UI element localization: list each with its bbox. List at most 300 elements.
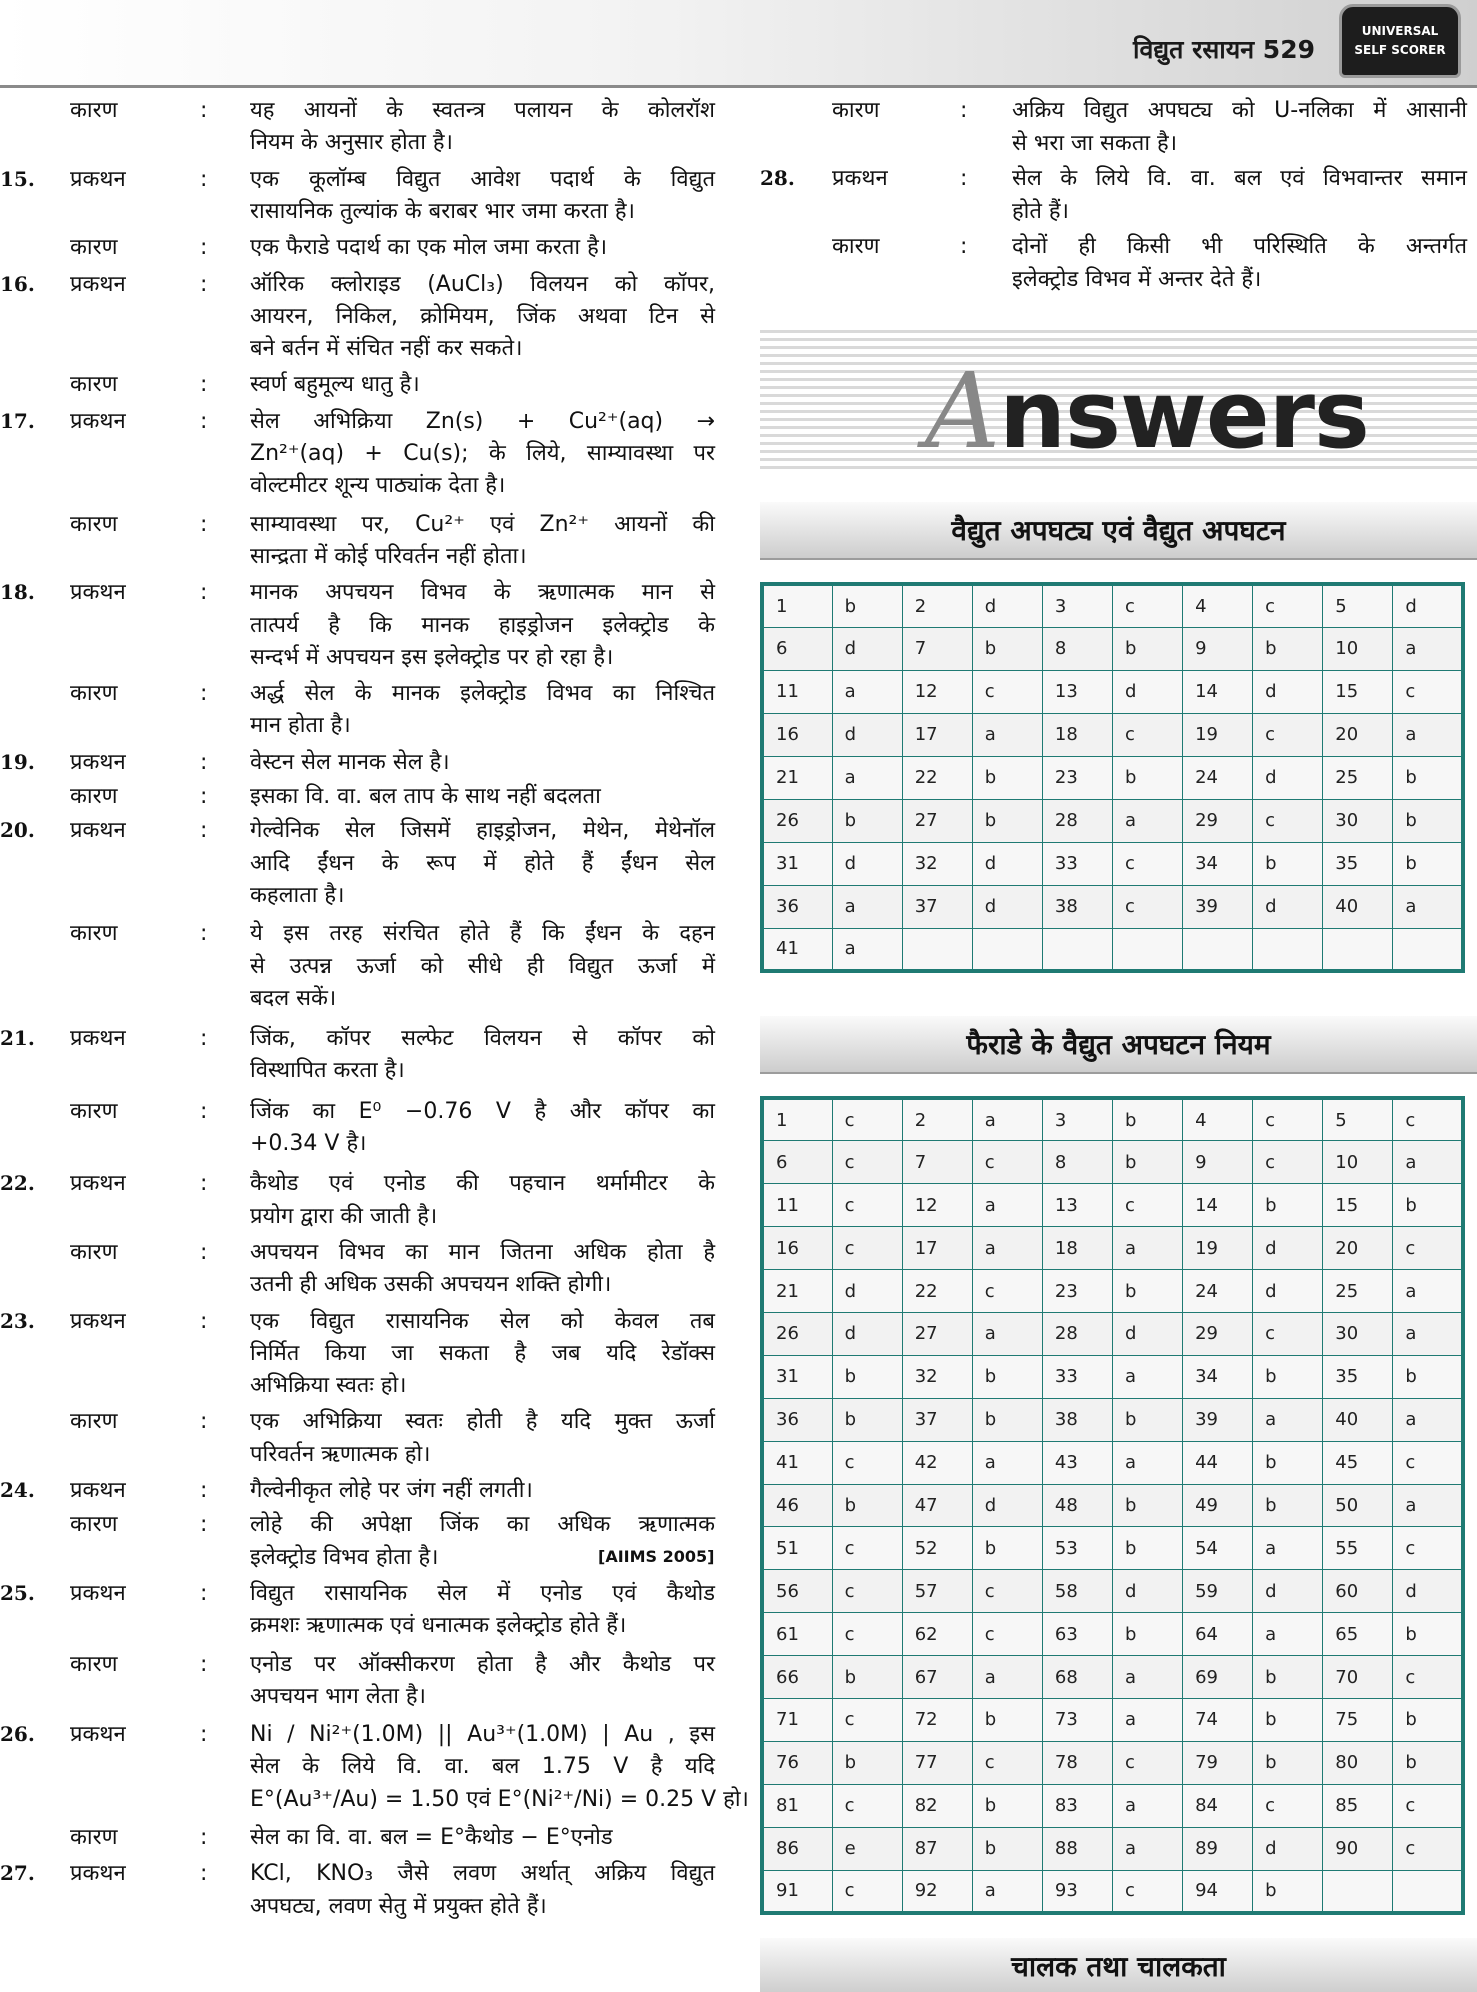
answer-cell: a — [1393, 1312, 1463, 1355]
answer-row — [762, 799, 1463, 842]
question-number-cell: 57 — [902, 1570, 972, 1613]
statement-line: अर्द्ध सेल के मानक इलेक्ट्रोड विभव का निश्चित — [250, 681, 715, 707]
question-number-cell: 2 — [902, 584, 972, 627]
answer-row — [762, 1656, 1463, 1699]
question-number-cell: 72 — [902, 1698, 972, 1741]
statement-line: एक फैराडे पदार्थ का एक मोल जमा करता है। — [250, 235, 608, 261]
question-number-cell: 30 — [1323, 1312, 1393, 1355]
reason-label: कारण — [832, 234, 880, 259]
answer-cell: b — [972, 756, 1042, 799]
answer-cell: d — [1253, 1227, 1323, 1270]
statement-line: से भरा जा सकता है। — [1012, 131, 1178, 156]
answer-cell: c — [832, 1570, 902, 1613]
answer-cell: c — [1393, 1227, 1463, 1270]
question-number-cell: 11 — [762, 670, 832, 713]
statement-line: Zn²⁺(aq) + Cu(s); के लिये, साम्यावस्था पर — [250, 441, 715, 466]
question-number-cell: 85 — [1323, 1784, 1393, 1827]
answer-cell: c — [1253, 1098, 1323, 1141]
answer-cell: c — [972, 1270, 1042, 1313]
question-number-cell: 12 — [902, 1184, 972, 1227]
question-number-cell: 19 — [1183, 1227, 1253, 1270]
question-number-cell: 61 — [762, 1613, 832, 1656]
statement-line: मानक अपचयन विभव के ऋणात्मक मान से — [250, 580, 715, 606]
question-number-cell: 5 — [1323, 584, 1393, 627]
question-number-cell: 17 — [902, 1227, 972, 1270]
answer-cell: b — [1112, 1484, 1182, 1527]
statement-line: बदल सकें। — [250, 985, 337, 1011]
empty-cell — [1253, 928, 1323, 971]
question-number-cell: 14 — [1183, 1184, 1253, 1227]
colon: : — [200, 511, 208, 537]
question-number-cell: 14 — [1183, 670, 1253, 713]
statement-line: सेल के लिये वि. वा. बल एवं विभवान्तर समान — [1012, 166, 1467, 191]
question-number-cell: 21 — [762, 1270, 832, 1313]
question-number-cell: 26 — [762, 799, 832, 842]
statement-line: अपचयन विभव का मान जितना अधिक होता है — [250, 1239, 715, 1265]
answer-cell: b — [1253, 1741, 1323, 1784]
colon: : — [960, 98, 968, 123]
answer-row — [762, 756, 1463, 799]
answer-row — [762, 1527, 1463, 1570]
answer-row — [762, 670, 1463, 713]
question-number-cell: 86 — [762, 1827, 832, 1870]
question-number-cell: 87 — [902, 1827, 972, 1870]
answer-cell: d — [1253, 670, 1323, 713]
answer-cell: b — [972, 799, 1042, 842]
question-number-cell: 4 — [1183, 584, 1253, 627]
colon: : — [200, 580, 208, 606]
answer-cell: d — [832, 842, 902, 885]
answer-cell: c — [1112, 713, 1182, 756]
answer-row — [762, 713, 1463, 756]
question-number-cell: 58 — [1042, 1570, 1112, 1613]
question-number-cell: 1 — [762, 1098, 832, 1141]
question-number-cell: 9 — [1183, 627, 1253, 670]
colon: : — [200, 235, 208, 261]
reason-label: कारण — [70, 921, 118, 947]
statement-line: वेस्टन सेल मानक सेल है। — [250, 749, 450, 775]
statement-line: कैथोड एवं एनोड की पहचान थर्मामीटर के — [250, 1171, 715, 1197]
question-number: 24. — [0, 1478, 35, 1502]
statement-line: Ni / Ni²⁺(1.0M) || Au³⁺(1.0M) | Au , इस — [250, 1722, 715, 1748]
question-number-cell: 41 — [762, 1441, 832, 1484]
answer-row — [762, 627, 1463, 670]
question-number-cell: 15 — [1323, 1184, 1393, 1227]
answer-cell: c — [832, 1441, 902, 1484]
answer-cell: a — [1253, 1527, 1323, 1570]
answer-cell: d — [972, 885, 1042, 928]
question-number-cell: 3 — [1042, 584, 1112, 627]
answer-cell: c — [1393, 1784, 1463, 1827]
question-number-cell: 75 — [1323, 1698, 1393, 1741]
question-number-cell: 18 — [1042, 713, 1112, 756]
question-number: 18. — [0, 580, 35, 605]
assertion-label: प्रकथन — [70, 1308, 126, 1334]
question-number: 17. — [0, 408, 35, 433]
statement-line: मान होता है। — [250, 713, 351, 739]
question-number-cell: 49 — [1183, 1484, 1253, 1527]
answer-cell: b — [1112, 1398, 1182, 1441]
statement-line: ये इस तरह संरचित होते हैं कि ईंधन के दहन — [250, 921, 715, 947]
colon: : — [200, 271, 208, 297]
answer-cell: a — [1112, 1784, 1182, 1827]
statement-line: सान्द्रता में कोई परिवर्तन नहीं होता। — [250, 543, 527, 569]
statement-line: सन्दर्भ में अपचयन इस इलेक्ट्रोड पर हो रहा है। — [250, 644, 614, 670]
answer-row — [762, 1184, 1463, 1227]
answer-cell: d — [1112, 1570, 1182, 1613]
statement-line: जिंक, कॉपर सल्फेट विलयन से कॉपर को — [250, 1026, 715, 1052]
section-title-3: चालक तथा चालकता — [760, 1938, 1477, 1992]
question-number-cell: 55 — [1323, 1527, 1393, 1570]
question-number-cell: 13 — [1042, 1184, 1112, 1227]
question-number-cell: 10 — [1323, 627, 1393, 670]
question-number-cell: 20 — [1323, 1227, 1393, 1270]
question-number-cell: 78 — [1042, 1741, 1112, 1784]
answer-cell: b — [972, 1398, 1042, 1441]
question-number-cell: 3 — [1042, 1098, 1112, 1141]
question-number-cell: 94 — [1183, 1870, 1253, 1913]
question-number: 23. — [0, 1308, 35, 1333]
answer-cell: b — [1253, 1698, 1323, 1741]
answer-cell: b — [1393, 1355, 1463, 1398]
statement-line: लोहे की अपेक्षा जिंक का अधिक ऋणात्मक — [250, 1512, 715, 1538]
question-number-cell: 37 — [902, 885, 972, 928]
assertion-label: प्रकथन — [70, 1722, 126, 1748]
question-number-cell: 20 — [1323, 713, 1393, 756]
question-number-cell: 82 — [902, 1784, 972, 1827]
colon: : — [200, 1580, 208, 1606]
question-number: 25. — [0, 1580, 35, 1605]
question-number-cell: 2 — [902, 1098, 972, 1141]
question-number: 27. — [0, 1861, 35, 1886]
answers-rest: nswers — [999, 361, 1369, 470]
answer-cell: b — [832, 799, 902, 842]
question-number-cell: 22 — [902, 756, 972, 799]
answer-cell: b — [1112, 1098, 1182, 1141]
answer-cell: b — [1112, 1527, 1182, 1570]
answer-cell: b — [1253, 1184, 1323, 1227]
reason-label: कारण — [832, 98, 880, 123]
statement-line: अपघट्य, लवण सेतु में प्रयुक्त होते हैं। — [250, 1893, 547, 1919]
answer-cell: b — [1112, 756, 1182, 799]
question-number-cell: 23 — [1042, 1270, 1112, 1313]
answer-cell: a — [1112, 1656, 1182, 1699]
question-number-cell: 65 — [1323, 1613, 1393, 1656]
answer-cell: c — [832, 1698, 902, 1741]
question-number: 26. — [0, 1722, 35, 1747]
answer-cell: a — [1112, 1227, 1182, 1270]
statement-line: होते हैं। — [1012, 199, 1069, 224]
question-number-cell: 84 — [1183, 1784, 1253, 1827]
answer-cell: c — [1393, 1827, 1463, 1870]
statement-line: स्वर्ण बहुमूल्य धातु है। — [250, 372, 420, 398]
answer-cell: c — [1112, 584, 1182, 627]
empty-cell — [972, 928, 1042, 971]
answer-cell: b — [1253, 1355, 1323, 1398]
answer-cell: d — [832, 1270, 902, 1313]
statement-line: निर्मित किया जा सकता है जब यदि रेडॉक्स — [250, 1340, 715, 1366]
question-number-cell: 46 — [762, 1484, 832, 1527]
answer-cell: a — [972, 1870, 1042, 1913]
answer-cell: b — [1393, 799, 1463, 842]
answer-row — [762, 1441, 1463, 1484]
answer-cell: b — [1253, 1870, 1323, 1913]
colon: : — [200, 408, 208, 434]
statement-line: एनोड पर ऑक्सीकरण होता है और कैथोड पर — [250, 1651, 715, 1677]
answers-initial: A — [925, 350, 1000, 472]
question-number-cell: 33 — [1042, 842, 1112, 885]
question-number-cell: 69 — [1183, 1656, 1253, 1699]
question-number-cell: 42 — [902, 1441, 972, 1484]
answer-cell: b — [832, 584, 902, 627]
colon: : — [200, 921, 208, 947]
answer-row — [762, 1827, 1463, 1870]
question-number-cell: 51 — [762, 1527, 832, 1570]
answer-cell: b — [972, 1698, 1042, 1741]
answer-cell: c — [1253, 1312, 1323, 1355]
question-number-cell: 60 — [1323, 1570, 1393, 1613]
statement-line: दोनों ही किसी भी परिस्थिति के अन्तर्गत — [1012, 234, 1467, 259]
question-number-cell: 54 — [1183, 1527, 1253, 1570]
question-number-cell: 76 — [762, 1741, 832, 1784]
colon: : — [200, 1722, 208, 1748]
statement-line: आदि ईंधन के रूप में होते हैं ईंधन सेल — [250, 850, 715, 876]
answer-row — [762, 584, 1463, 627]
question-number-cell: 24 — [1183, 756, 1253, 799]
colon: : — [200, 784, 208, 809]
question-number-cell: 13 — [1042, 670, 1112, 713]
answer-cell: d — [1253, 1827, 1323, 1870]
answer-cell: b — [972, 1527, 1042, 1570]
assertion-label: प्रकथन — [70, 1171, 126, 1197]
statement-line: जिंक का E⁰ −0.76 V है और कॉपर का — [250, 1098, 715, 1124]
empty-cell — [1042, 928, 1112, 971]
answer-cell: c — [832, 1227, 902, 1270]
answer-cell: a — [972, 1441, 1042, 1484]
question-number-cell: 92 — [902, 1870, 972, 1913]
question-number-cell: 30 — [1323, 799, 1393, 842]
colon: : — [200, 1308, 208, 1334]
answer-cell: c — [832, 1870, 902, 1913]
question-number-cell: 8 — [1042, 1141, 1112, 1184]
question-number-cell: 34 — [1183, 842, 1253, 885]
answer-cell: c — [972, 1141, 1042, 1184]
answers-heading — [925, 350, 1369, 472]
answer-cell: b — [972, 1784, 1042, 1827]
assertion-label: प्रकथन — [70, 1478, 126, 1503]
question-number-cell: 27 — [902, 799, 972, 842]
statement-line: ऑरिक क्लोराइड (AuCl₃) विलयन को कॉपर, — [250, 271, 715, 297]
question-number-cell: 40 — [1323, 1398, 1393, 1441]
answer-cell: c — [1112, 1184, 1182, 1227]
question-number-cell: 71 — [762, 1698, 832, 1741]
citation: [AIIMS 2005] — [598, 1546, 715, 1566]
empty-cell — [1323, 928, 1393, 971]
question-number-cell: 38 — [1042, 885, 1112, 928]
answer-cell: a — [1112, 799, 1182, 842]
answer-cell: b — [1253, 1484, 1323, 1527]
colon: : — [200, 1861, 208, 1887]
question-number: 16. — [0, 271, 35, 296]
answer-cell: e — [832, 1827, 902, 1870]
answer-cell: b — [1253, 627, 1323, 670]
statement-line: गेल्वेनिक सेल जिसमें हाइड्रोजन, मेथेन, मेथेनॉल — [250, 818, 715, 844]
colon: : — [200, 1512, 208, 1538]
statement-line: यह आयनों के स्वतन्त्र पलायन के कोलरॉश — [250, 98, 715, 123]
question-number: 28. — [760, 166, 795, 190]
answer-cell: b — [1253, 1656, 1323, 1699]
answer-cell: c — [972, 670, 1042, 713]
colon: : — [200, 749, 208, 775]
question-number-cell: 28 — [1042, 799, 1112, 842]
assertion-label: प्रकथन — [70, 1861, 126, 1887]
statement-line: इलेक्ट्रोड विभव में अन्तर देते हैं। — [1012, 267, 1262, 292]
question-number-cell: 39 — [1183, 1398, 1253, 1441]
colon: : — [200, 1478, 208, 1503]
colon: : — [200, 681, 208, 707]
answer-cell: c — [972, 1613, 1042, 1656]
statement-line: सेल का वि. वा. बल = E°कैथोड − E°एनोड — [250, 1825, 613, 1850]
empty-cell — [1393, 928, 1463, 971]
question-number: 20. — [0, 818, 35, 843]
answer-cell: a — [1112, 1441, 1182, 1484]
question-number-cell: 45 — [1323, 1441, 1393, 1484]
answer-cell: d — [972, 842, 1042, 885]
question-number-cell: 77 — [902, 1741, 972, 1784]
answer-cell: d — [1253, 1270, 1323, 1313]
colon: : — [200, 372, 208, 398]
statement-line: अक्रिय विद्युत अपघट्य को U-नलिका में आसानी — [1012, 98, 1467, 123]
statement-line: रासायनिक तुल्यांक के बराबर भार जमा करता है। — [250, 198, 635, 224]
question-number-cell: 70 — [1323, 1656, 1393, 1699]
question-number: 15. — [0, 166, 35, 191]
answer-table-2 — [760, 1096, 1465, 1915]
reason-label: कारण — [70, 98, 118, 123]
statement-line: KCl, KNO₃ जैसे लवण अर्थात् अक्रिय विद्युत — [250, 1861, 715, 1887]
question-number-cell: 28 — [1042, 1312, 1112, 1355]
question-number-cell: 47 — [902, 1484, 972, 1527]
question-number-cell: 6 — [762, 627, 832, 670]
colon: : — [960, 234, 968, 259]
answer-row — [762, 1270, 1463, 1313]
answer-cell: d — [1393, 584, 1463, 627]
question-number-cell: 32 — [902, 1355, 972, 1398]
question-number-cell: 68 — [1042, 1656, 1112, 1699]
assertion-label: प्रकथन — [70, 818, 126, 844]
empty-cell — [1183, 928, 1253, 971]
answer-cell: d — [1253, 756, 1323, 799]
question-number-cell: 39 — [1183, 885, 1253, 928]
statement-line: सेल के लिये वि. वा. बल 1.75 V है यदि — [250, 1754, 715, 1780]
reason-label: कारण — [70, 235, 118, 261]
question-number-cell: 25 — [1323, 756, 1393, 799]
answer-cell: b — [972, 1355, 1042, 1398]
section-title-2: फैराडे के वैद्युत अपघटन नियम — [760, 1016, 1477, 1074]
question-number-cell: 16 — [762, 713, 832, 756]
question-number-cell: 23 — [1042, 756, 1112, 799]
statement-line: आयरन, निकिल, क्रोमियम, जिंक अथवा टिन से — [250, 303, 715, 329]
answer-cell: d — [972, 584, 1042, 627]
question-number-cell: 52 — [902, 1527, 972, 1570]
question-number-cell: 64 — [1183, 1613, 1253, 1656]
logo-line-1: UNIVERSAL — [1361, 24, 1439, 38]
answer-cell: b — [1393, 842, 1463, 885]
answer-cell: a — [972, 1656, 1042, 1699]
answer-cell: c — [1112, 885, 1182, 928]
statement-line: प्रयोग द्वारा की जाती है। — [250, 1203, 438, 1229]
statement-line: एक अभिक्रिया स्वतः होती है यदि मुक्त ऊर्जा — [250, 1409, 715, 1435]
question-number-cell: 18 — [1042, 1227, 1112, 1270]
answer-cell: b — [1393, 1184, 1463, 1227]
answer-cell: c — [1112, 1870, 1182, 1913]
question-number-cell: 56 — [762, 1570, 832, 1613]
question-number: 22. — [0, 1171, 35, 1196]
answer-cell: b — [832, 1484, 902, 1527]
assertion-label: प्रकथन — [70, 166, 126, 192]
answer-cell: b — [832, 1741, 902, 1784]
answer-cell: d — [832, 1312, 902, 1355]
answer-cell: c — [1253, 584, 1323, 627]
reason-label: कारण — [70, 1239, 118, 1265]
empty-cell — [1393, 1870, 1463, 1913]
answer-cell: c — [1393, 1656, 1463, 1699]
statement-line: एक कूलॉम्ब विद्युत आवेश पदार्थ के विद्युत — [250, 166, 715, 192]
colon: : — [200, 818, 208, 844]
answer-row — [762, 928, 1463, 971]
question-number-cell: 10 — [1323, 1141, 1393, 1184]
answer-cell: b — [1393, 1698, 1463, 1741]
question-number-cell: 50 — [1323, 1484, 1393, 1527]
statement-line: कहलाता है। — [250, 882, 345, 908]
answer-cell: a — [972, 1227, 1042, 1270]
question-number-cell: 31 — [762, 1355, 832, 1398]
answer-row — [762, 1398, 1463, 1441]
statement-line: गैल्वेनीकृत लोहे पर जंग नहीं लगती। — [250, 1478, 533, 1503]
colon: : — [200, 1098, 208, 1124]
answer-cell: a — [1393, 1141, 1463, 1184]
reason-label: कारण — [70, 1825, 118, 1850]
answer-cell: c — [1393, 1098, 1463, 1141]
answer-cell: a — [832, 928, 902, 971]
answer-cell: d — [1112, 1312, 1182, 1355]
answer-cell: a — [1393, 885, 1463, 928]
answer-cell: b — [1253, 1441, 1323, 1484]
answer-cell: c — [972, 1741, 1042, 1784]
answer-cell: b — [1253, 842, 1323, 885]
logo-line-2: SELF SCORER — [1354, 43, 1446, 57]
question-number-cell: 9 — [1183, 1141, 1253, 1184]
question-number-cell: 5 — [1323, 1098, 1393, 1141]
answer-cell: c — [832, 1527, 902, 1570]
colon: : — [200, 1651, 208, 1677]
answer-cell: b — [1112, 627, 1182, 670]
answer-cell: d — [1253, 1570, 1323, 1613]
colon: : — [200, 1825, 208, 1850]
answer-cell: d — [972, 1484, 1042, 1527]
statement-line: इलेक्ट्रोड विभव होता है। — [250, 1544, 439, 1570]
answer-row — [762, 1784, 1463, 1827]
question-number-cell: 88 — [1042, 1827, 1112, 1870]
question-number-cell: 29 — [1183, 799, 1253, 842]
statement-line: परिवर्तन ऋणात्मक हो। — [250, 1441, 431, 1467]
answer-cell: c — [832, 1184, 902, 1227]
assertion-label: प्रकथन — [70, 408, 126, 434]
section-title-1: वैद्युत अपघट्य एवं वैद्युत अपघटन — [760, 502, 1477, 560]
answer-cell: a — [1393, 1398, 1463, 1441]
answer-cell: a — [832, 670, 902, 713]
answer-cell: a — [832, 885, 902, 928]
colon: : — [200, 1409, 208, 1435]
